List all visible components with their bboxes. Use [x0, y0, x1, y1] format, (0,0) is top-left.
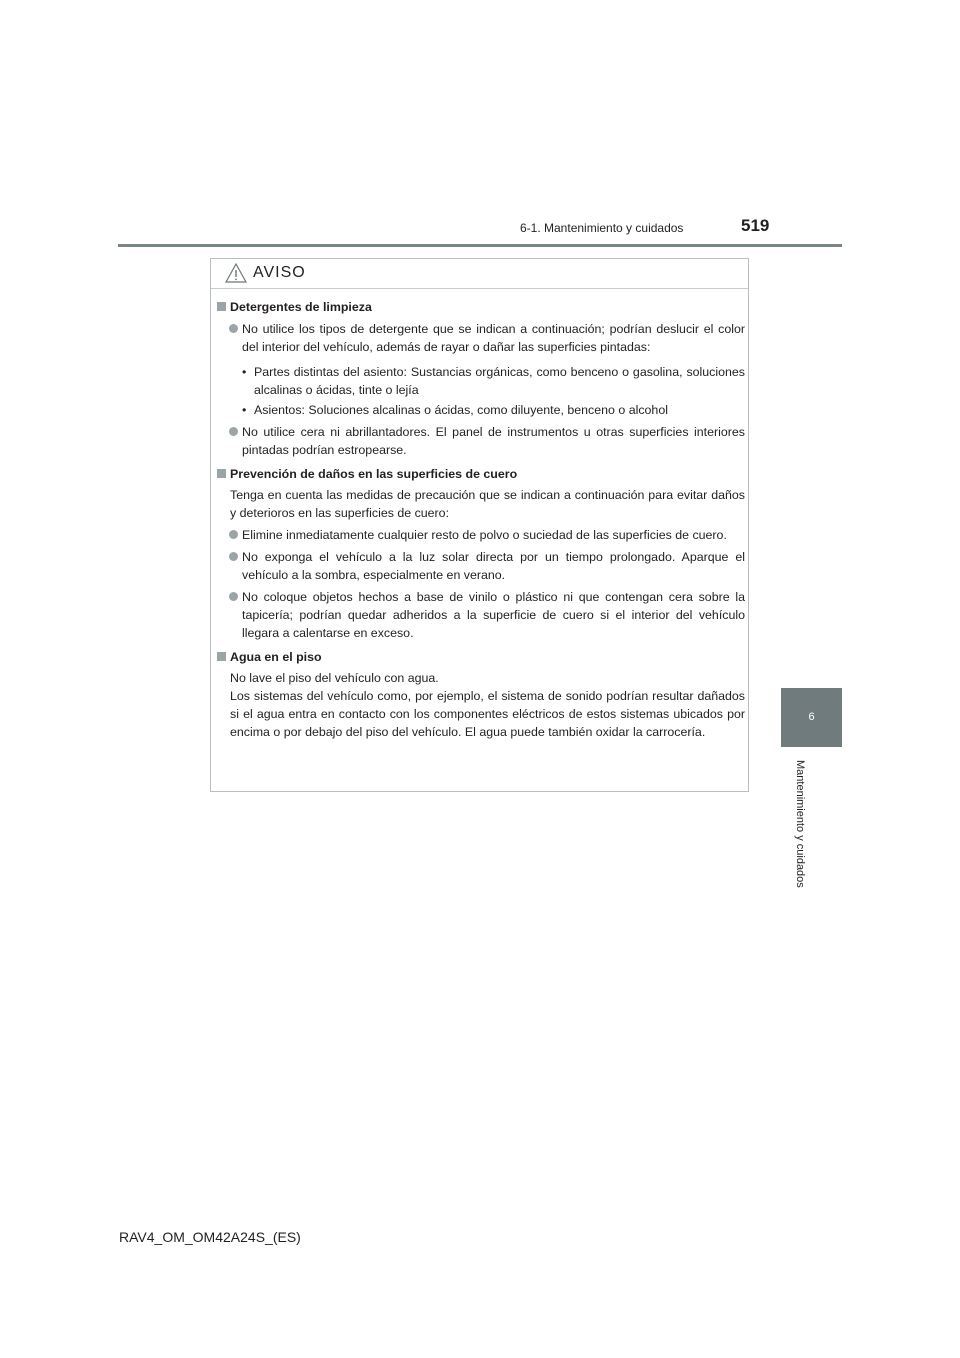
section-heading: Detergentes de limpieza — [217, 298, 745, 316]
circle-bullet-icon — [229, 427, 238, 436]
paragraph: Tenga en cuenta las medidas de precaución que se indican a continuación para evitar daños y deterioros en las superficies de cuero: — [230, 488, 745, 520]
warning-title: AVISO — [253, 264, 306, 281]
chapter-label: Mantenimiento y cuidados — [794, 760, 806, 888]
square-bullet-icon — [217, 469, 226, 478]
warning-triangle-icon — [225, 263, 247, 288]
list-item: No utilice los tipos de detergente que se indican a continuación; podrían deslucir el color del interior del vehículo, además de rayar o dañar las superficies pintadas: — [217, 320, 745, 356]
warning-body — [217, 298, 745, 741]
warning-header — [211, 259, 748, 289]
section-title: 6-1. Mantenimiento y cuidados — [520, 221, 684, 235]
list-item: No coloque objetos hechos a base de vinilo o plástico ni que contengan cera sobre la tapicería; podrían quedar adheridos a la superficie de cuero si el interior del vehículo llegara a calentarse en exceso. — [217, 588, 745, 642]
sub-list-item: • Asientos: Soluciones alcalinas o ácidas, como diluyente, benceno o alcohol — [242, 403, 668, 417]
header-divider — [118, 244, 842, 247]
list-item: No exponga el vehículo a la luz solar directa por un tiempo prolongado. Aparque el vehículo a la sombra, especialmente en verano. — [217, 548, 745, 584]
square-bullet-icon — [217, 652, 226, 661]
sub-list-item: • Partes distintas del asiento: Sustancias orgánicas, como benceno o gasolina, soluciones alcalinas o ácidas, tinte o lejía — [242, 365, 745, 397]
page-number: 519 — [741, 216, 770, 235]
circle-bullet-icon — [229, 552, 238, 561]
circle-bullet-icon — [229, 530, 238, 539]
document-code: RAV4_OM_OM42A24S_(ES) — [119, 1229, 301, 1245]
warning-box — [210, 258, 749, 792]
section-heading: Agua en el piso — [217, 648, 745, 666]
section-heading: Prevención de daños en las superficies de cuero — [217, 465, 745, 483]
chapter-tab — [781, 688, 842, 747]
list-item: Elimine inmediatamente cualquier resto de polvo o suciedad de las superficies de cuero. — [217, 526, 745, 544]
circle-bullet-icon — [229, 324, 238, 333]
square-bullet-icon — [217, 302, 226, 311]
list-item: No utilice cera ni abrillantadores. El panel de instrumentos u otras superficies interiores pintadas podrían estropearse. — [217, 423, 745, 459]
paragraph: No lave el piso del vehículo con agua. Los sistemas del vehículo como, por ejemplo, el sistema de sonido podrían resultar dañados si el agua entra en contacto con los componentes eléctricos de estos sistemas ubicados por encima o por debajo del piso del vehículo. El agua puede también oxidar la carrocería. — [230, 671, 745, 739]
chapter-number: 6 — [808, 711, 815, 723]
circle-bullet-icon — [229, 592, 238, 601]
